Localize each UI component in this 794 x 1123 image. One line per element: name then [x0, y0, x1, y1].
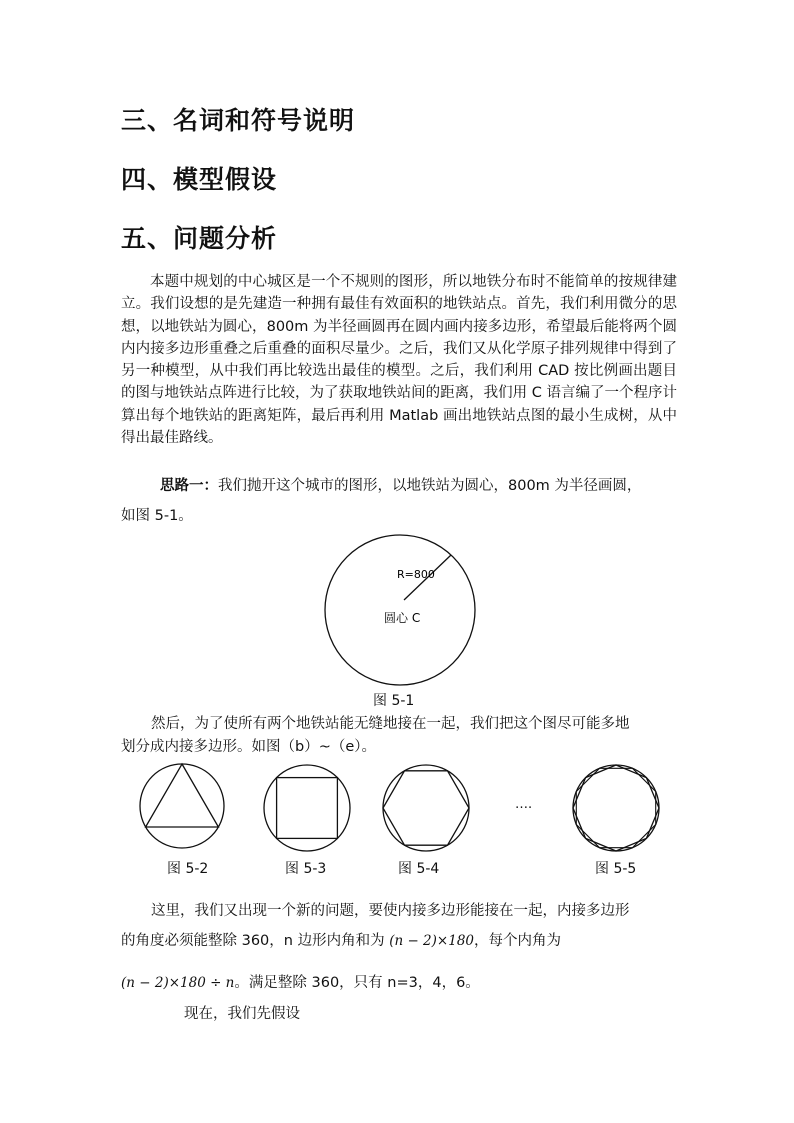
- radius-label: R=800: [397, 568, 435, 581]
- figure-5-3: [261, 762, 353, 854]
- idea-one-text: 我们抛开这个城市的图形，以地铁站为圆心，800m 为半径画圆，: [218, 478, 642, 494]
- paragraph-two-line-2: 划分成内接多边形。如图（b）~（e）。: [121, 739, 377, 755]
- station-circle: [325, 535, 475, 685]
- circle-shape: [383, 765, 469, 851]
- figure-5-1-caption: 图 5-1: [373, 693, 415, 709]
- paragraph-three-line-2: [121, 929, 561, 950]
- formula-interior-sum: (n − 2)×180: [389, 933, 474, 949]
- inscribed-octagon-a: [573, 765, 659, 851]
- section-heading-5: 五、问题分析: [121, 224, 278, 253]
- figure-5-3-caption: 图 5-3: [285, 861, 327, 877]
- figure-5-4-caption: 图 5-4: [398, 861, 440, 877]
- paragraph-three-text-c: 。满足整除 360，只有 n=3，4，6。: [234, 975, 480, 991]
- ellipsis-mark: ….: [515, 797, 533, 812]
- inscribed-square: [277, 778, 338, 839]
- paragraph-three-text-b: ，每个内角为: [474, 933, 561, 949]
- paragraph-three-line-1: 这里，我们又出现一个新的问题，要使内接多边形能接在一起，内接多边形: [151, 903, 630, 919]
- paragraph-three-line-3: [121, 971, 480, 992]
- figure-5-5-caption: 图 5-5: [595, 861, 637, 877]
- section-heading-3: 三、名词和符号说明: [121, 106, 356, 135]
- figure-5-4: [380, 762, 472, 854]
- figure-5-2-caption: 图 5-2: [167, 861, 209, 877]
- idea-one-line: [160, 474, 641, 495]
- section-heading-4: 四、模型假设: [121, 165, 278, 194]
- idea-one-label: 思路一：: [160, 478, 218, 494]
- paragraph-four: 现在，我们先假设: [184, 1006, 300, 1022]
- analysis-paragraph: 本题中规划的中心城区是一个不规则的图形，所以地铁分布时不能简单的按规律建立。我们设想的是先建造一种拥有最佳有效面积的地铁站点。首先，我们利用微分的思想，以地铁站为圆心，800m 为半径画圆再在圆内画内接多边形，希望最后能将两个圆内内接多边形重叠之后重叠的面积尽量少。之后，我们又从化学原子排列规律中得到了另一种模型，从中我们再比较选出最佳的模型。之后，我们利用 CAD 按比例画出题目的图与地铁站点阵进行比较，为了获取地铁站间的距离，我们用 C 语言编了一个程序计算出每个地铁站的距离矩阵，最后再利用 Matlab 画出地铁站点图的最小生成树，从中得出最佳路线。: [121, 274, 677, 447]
- figure-5-5: [570, 762, 662, 854]
- inscribed-triangle: [146, 764, 219, 827]
- paragraph-two-line-1: 然后，为了使所有两个地铁站能无缝地接在一起，我们把这个图尽可能多地: [151, 716, 630, 732]
- formula-each-angle: (n − 2)×180 ÷ n: [121, 975, 235, 991]
- paragraph-three-text-a: 的角度必须能整除 360，n 边形内角和为: [121, 933, 385, 949]
- inscribed-octagon-b: [576, 768, 655, 847]
- inscribed-hexagon: [383, 771, 469, 845]
- figure-5-2: [138, 762, 228, 852]
- figure-5-1: [320, 534, 480, 686]
- center-label: 圆心 C: [384, 611, 421, 625]
- circle-shape: [140, 764, 224, 848]
- idea-one-line-2: 如图 5-1。: [121, 508, 193, 524]
